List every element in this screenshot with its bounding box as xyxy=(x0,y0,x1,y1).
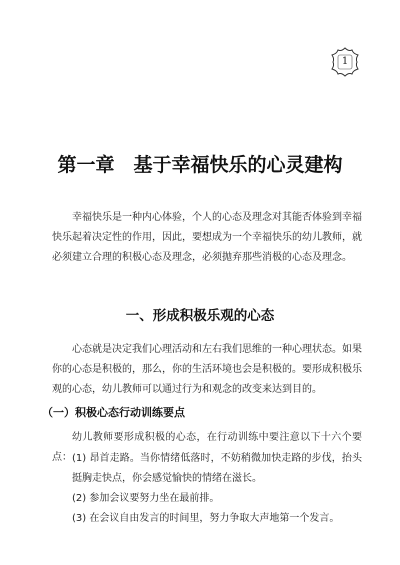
page-number: 1 xyxy=(341,56,349,67)
list-item: (3) 在会议自由发言的时间里，努力争取大声地第一个发言。 xyxy=(72,513,340,524)
subsection-heading: （一）积极心态行动训练要点 xyxy=(42,406,185,419)
subsection-intro: 幼儿教师要形成积极的心态，在行动训练中要注意以下十六个要点： xyxy=(52,432,362,463)
page-number-badge xyxy=(330,47,360,77)
list-item: (1) 昂首走路。当你情绪低落时，不妨稍微加快走路的步伐，抬头挺胸走快点，你会感觉愉快的情绪在滋长。 xyxy=(72,453,362,484)
section-heading: 一、形成积极乐观的心态 xyxy=(125,308,275,324)
section-paragraph: 心态就是决定我们心理活动和左右我们思维的一种心理状态。如果你的心态是积极的，那么，你的生活环境也会是积极的。要形成积极乐观的心态，幼儿教师可以通过行为和观念的改变来达到目的。 xyxy=(52,344,362,395)
key-points-list xyxy=(52,449,362,529)
chapter-title: 第一章 基于幸福快乐的心灵建构 xyxy=(57,154,343,176)
list-item: (2) 参加会议要努力坐在最前排。 xyxy=(72,493,220,504)
intro-paragraph: 幸福快乐是一种内心体验，个人的心态及理念对其能否体验到幸福快乐起着决定性的作用，因此，要想成为一个幸福快乐的幼儿教师，就必须建立合理的积极心态及理念，必须抛弃那些消极的心态及理念。 xyxy=(52,212,362,263)
